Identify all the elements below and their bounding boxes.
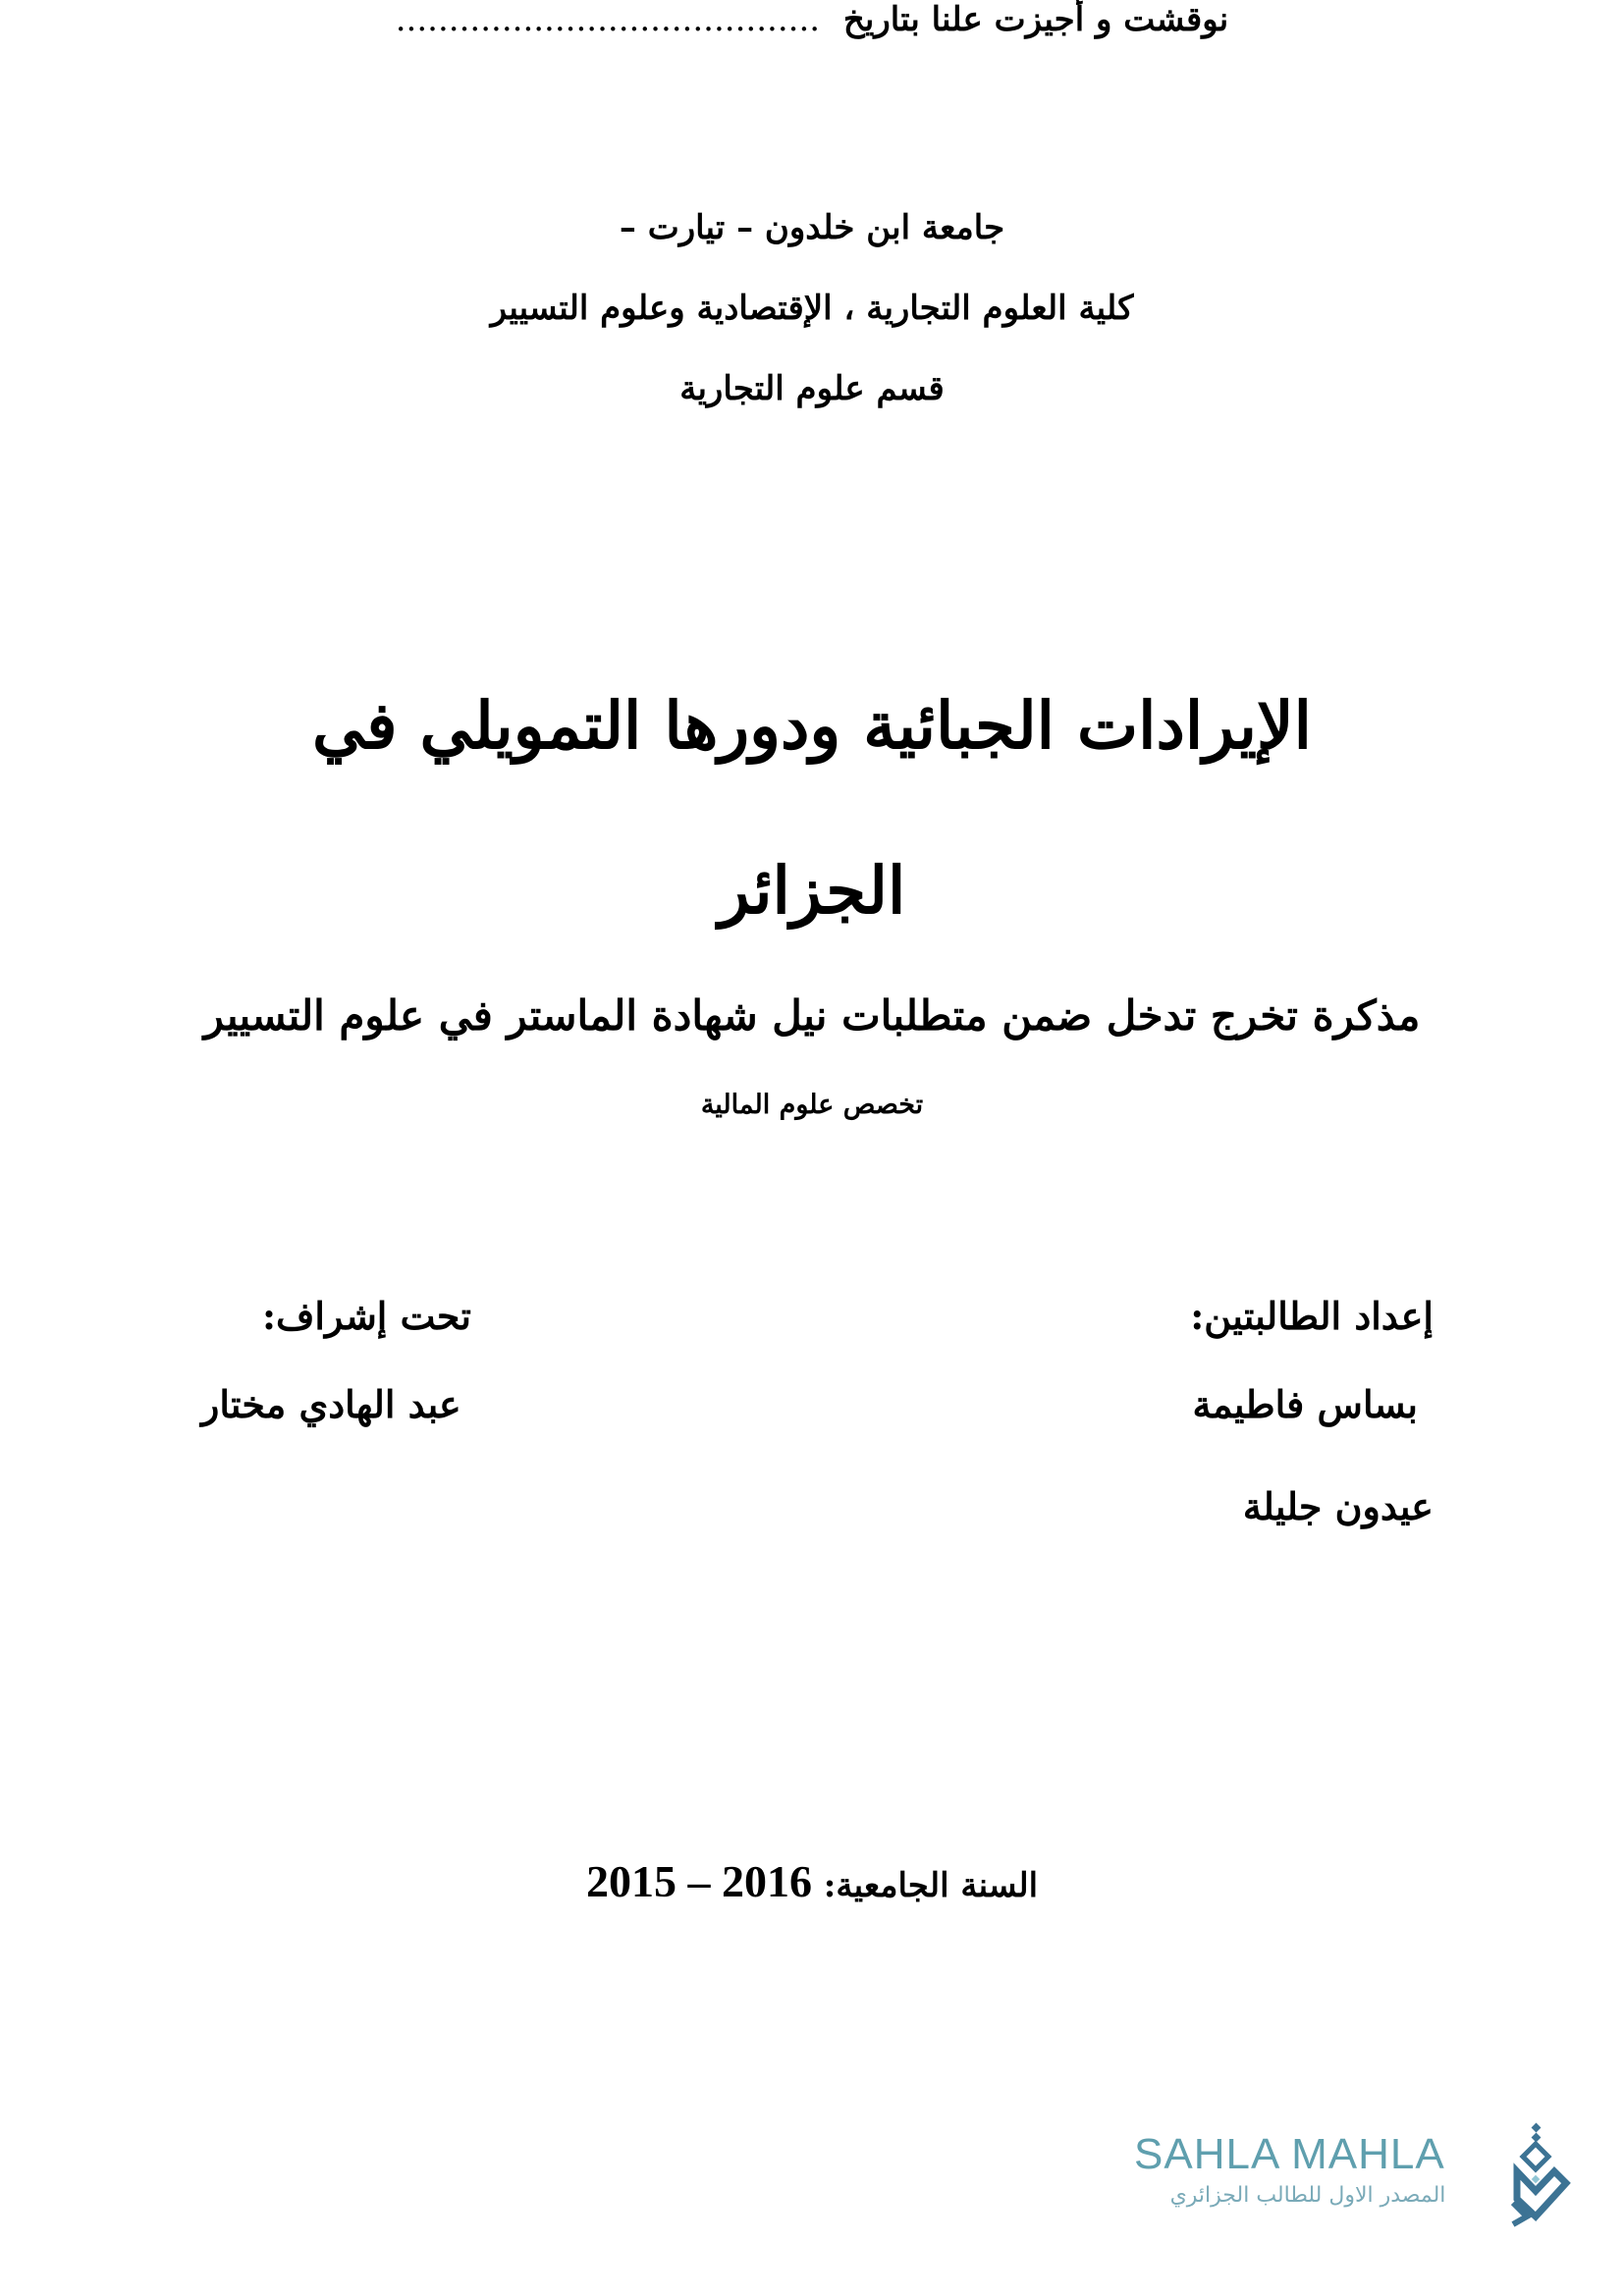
- watermark-brand: SAHLA MAHLA: [1134, 2130, 1445, 2178]
- department-name: قسم علوم التجارية: [679, 369, 945, 408]
- defense-date-line: [0, 0, 1624, 39]
- thesis-title-line-2: الجزائر: [718, 852, 906, 929]
- calligraphy-emblem-icon: [1507, 2122, 1586, 2230]
- student-name: عيدون جليلة: [1242, 1484, 1434, 1528]
- students-label: إعداد الطالبتين:: [1190, 1294, 1434, 1338]
- sahla-mahla-watermark: [1134, 2122, 1596, 2230]
- student-name: بساس فاطيمة: [1192, 1382, 1418, 1426]
- supervisor-name: عبد الهادي مختار: [201, 1382, 461, 1426]
- defense-text: نوقشت و أجيزت علنا بتاريخ: [842, 0, 1229, 39]
- supervisor-label: تحت إشراف:: [262, 1294, 471, 1338]
- defense-date-placeholder: ........................................: [395, 0, 821, 39]
- academic-year-value: 2015 – 2016: [585, 1856, 812, 1906]
- academic-year-label: السنة الجامعية:: [823, 1866, 1039, 1905]
- specialization: تخصص علوم المالية: [700, 1090, 924, 1120]
- thesis-title-line-1: الإيرادات الجبائية ودورها التمويلي في: [312, 687, 1312, 764]
- watermark-tagline: المصدر الاول للطالب الجزائري: [1169, 2183, 1446, 2208]
- university-name: جامعة ابن خلدون – تيارت –: [619, 208, 1005, 247]
- thesis-subtitle: مذكرة تخرج تدخل ضمن متطلبات نيل شهادة الماستر في علوم التسيير: [203, 991, 1421, 1040]
- faculty-name: كلية العلوم التجارية ، الإقتصادية وعلوم التسيير: [490, 289, 1134, 328]
- academic-year: [0, 1855, 1624, 1907]
